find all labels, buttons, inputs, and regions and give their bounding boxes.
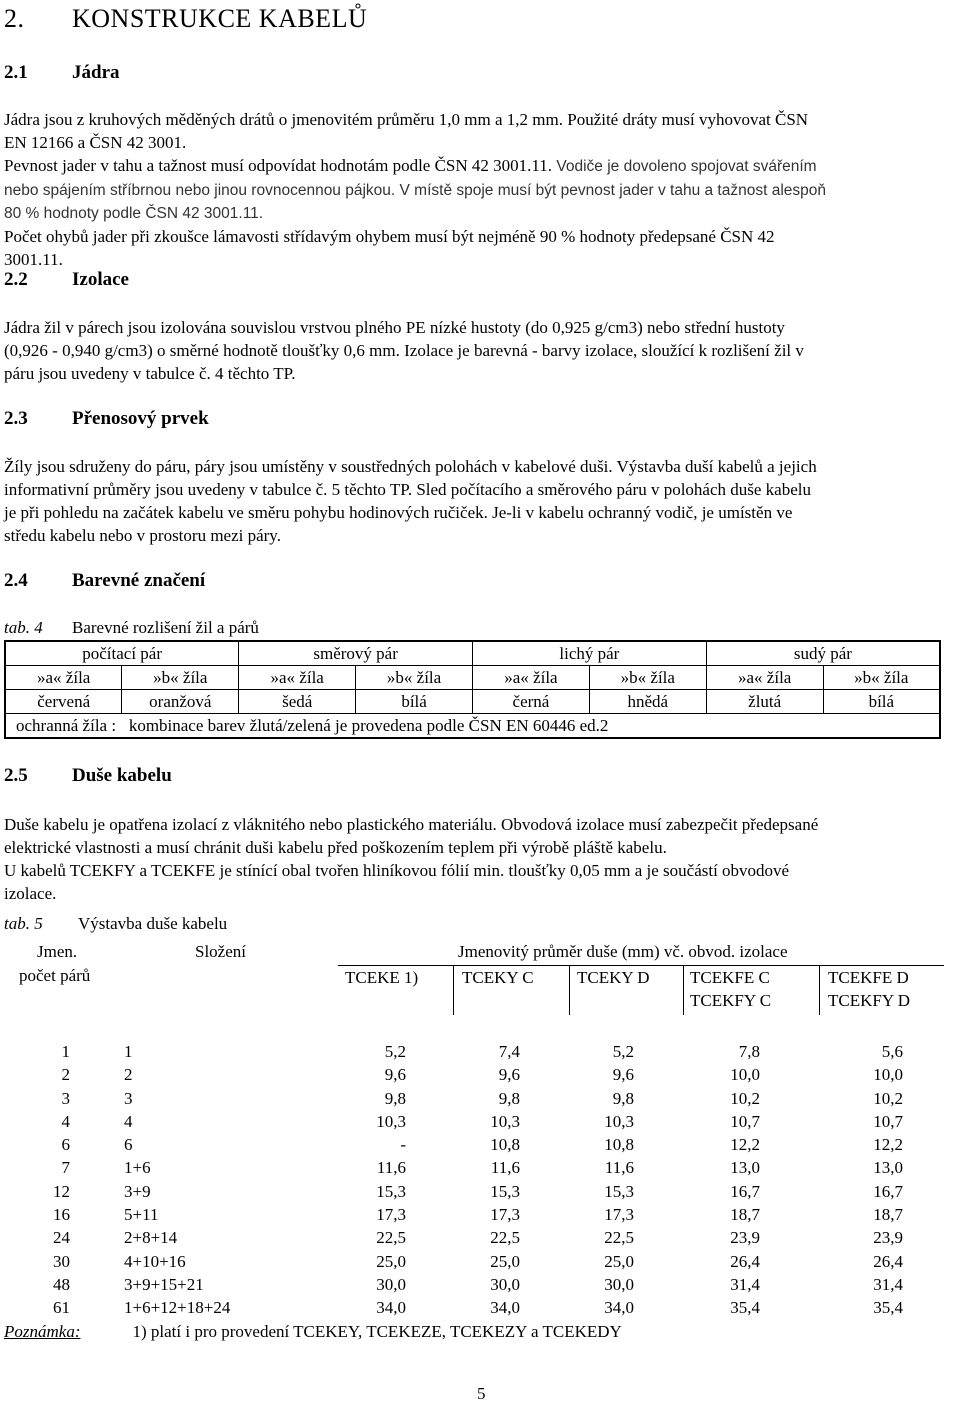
color-cell: šedá	[239, 690, 356, 714]
table-cell: 10,3	[604, 1111, 634, 1131]
footnote-label: Poznámka:	[4, 1322, 81, 1341]
section-number: 2.2	[4, 269, 28, 290]
text-fragment: nebo spájením stříbrnou nebo jinou rovnocennou pájkou.	[4, 182, 396, 199]
group-header: směrový pár	[239, 641, 473, 666]
table-cell: 10,2	[730, 1088, 760, 1108]
section-2-5-text	[4, 813, 944, 905]
table-cell: 1	[124, 1042, 133, 1061]
table-label: tab. 5	[4, 914, 43, 933]
column-tceke	[340, 1040, 406, 1320]
table-4-color-coding	[4, 640, 941, 739]
table-cell: 3+9	[124, 1181, 151, 1201]
page-number: 5	[477, 1384, 486, 1403]
table-cell: 10,8	[490, 1135, 520, 1155]
table-cell: 10,8	[604, 1135, 634, 1155]
text-fragment: V místě spoje musí být pevnost jader v tahu a tažnost alespoň	[395, 182, 827, 199]
section-title: Izolace	[72, 269, 129, 290]
table-cell: 35,4	[873, 1298, 903, 1318]
section-number: 2.4	[4, 570, 28, 591]
table-cell: 15,3	[376, 1181, 406, 1201]
table-cell: 25,0	[376, 1251, 406, 1271]
column-tceky-c	[460, 1040, 520, 1320]
section-number: 2.5	[4, 765, 28, 786]
wire-header: »b« žíla	[589, 666, 706, 690]
color-cell: žlutá	[706, 690, 823, 714]
table-cell: 1+6+12+18+24	[124, 1298, 231, 1318]
table-row	[5, 714, 940, 739]
text-line: izolace.	[4, 884, 57, 903]
wire-header: »b« žíla	[823, 666, 940, 690]
table-cell: 12,2	[873, 1135, 903, 1155]
section-heading-2-3	[4, 408, 209, 430]
table-cell: 12,2	[730, 1135, 760, 1155]
header-rule	[338, 965, 944, 966]
table-cell: 26,4	[730, 1251, 760, 1271]
table-cell: 22,5	[376, 1228, 406, 1248]
table-cell: 34,0	[604, 1298, 634, 1318]
table-cell: 16,7	[730, 1181, 760, 1201]
wire-header: »b« žíla	[356, 666, 473, 690]
color-cell: bílá	[356, 690, 473, 714]
color-cell: hnědá	[589, 690, 706, 714]
table-cell: 10,7	[730, 1111, 760, 1131]
table-cell: 1	[61, 1042, 70, 1061]
table-cell: 7,4	[498, 1042, 520, 1061]
table-cell: 13,0	[730, 1158, 760, 1178]
section-2-3-text	[4, 455, 944, 547]
header-tcekfy-d: TCEKFY D	[828, 991, 911, 1010]
table-cell: 24	[53, 1228, 70, 1248]
table-cell: 10,0	[873, 1065, 903, 1085]
wire-header: »a« žíla	[5, 666, 122, 690]
text-fragment: Vodiče je dovoleno spojovat svářením	[552, 158, 817, 175]
color-cell: černá	[473, 690, 590, 714]
text-line: Žíly jsou sdruženy do páru, páry jsou umístěny v soustředných polohách v kabelové duši. Výstavba duší kabelů a jejich	[4, 457, 817, 476]
group-header: lichý pár	[473, 641, 707, 666]
wire-header: »a« žíla	[706, 666, 823, 690]
table-cell: 34,0	[490, 1298, 520, 1318]
note-text: kombinace barev žlutá/zelená je provedena podle ČSN EN 60446 ed.2	[128, 715, 609, 735]
table-cell: 34,0	[376, 1298, 406, 1318]
text-line: středu kabelu nebo v prostoru mezi páry.	[4, 526, 281, 545]
table-cell: 31,4	[873, 1274, 903, 1294]
table-cell: 31,4	[730, 1274, 760, 1294]
table-cell: 5,6	[881, 1042, 903, 1061]
table-cell: 9,6	[612, 1065, 634, 1085]
column-tcekfe-d	[840, 1040, 903, 1320]
header-tcekfe-c: TCEKFE C	[690, 968, 770, 987]
section-title: Přenosový prvek	[72, 408, 209, 429]
chapter-heading	[4, 4, 367, 34]
color-cell: bílá	[823, 690, 940, 714]
table-cell: 11,6	[604, 1158, 634, 1178]
table-cell: 5+11	[124, 1205, 159, 1225]
table-cell: 4+10+16	[124, 1251, 186, 1271]
header-divider	[453, 965, 454, 1015]
table-cell: 48	[53, 1274, 70, 1294]
table-cell: 6	[124, 1135, 133, 1155]
group-header: sudý pár	[706, 641, 940, 666]
table-cell: 30	[53, 1251, 70, 1271]
text-line: Duše kabelu je opatřena izolací z vláknitého nebo plastického materiálu. Obvodová izolace musí zabezpečit předepsané	[4, 815, 819, 834]
table-cell: 18,7	[730, 1205, 760, 1225]
section-title: Duše kabelu	[72, 765, 172, 786]
header-jmen: Jmen.	[37, 942, 78, 961]
table-cell: 16,7	[873, 1181, 903, 1201]
table-cell: 9,6	[384, 1065, 406, 1085]
table-cell: 9,8	[498, 1088, 520, 1108]
section-heading-2-2	[4, 269, 129, 291]
table-cell: 10,3	[376, 1111, 406, 1131]
text-line: Jádra jsou z kruhových měděných drátů o jmenovitém průměru 1,0 mm a 1,2 mm. Použité dráty musí vyhovovat ČSN	[4, 110, 809, 129]
header-tceke: TCEKE 1)	[345, 968, 419, 987]
table-row	[5, 666, 940, 690]
table-cell: 18,7	[873, 1205, 903, 1225]
wire-header: »a« žíla	[473, 666, 590, 690]
color-cell: červená	[5, 690, 122, 714]
table-cell: -	[400, 1135, 406, 1155]
table-cell: 16	[53, 1205, 70, 1225]
text-line: (0,926 - 0,940 g/cm3) o směrné hodnotě tloušťky 0,6 mm. Izolace je barevná - barvy izolace, sloužící k rozlišení žil v	[4, 341, 804, 360]
table-cell: 22,5	[604, 1228, 634, 1248]
section-heading-2-1	[4, 62, 120, 84]
table-cell: 11,6	[490, 1158, 520, 1178]
table-5-caption	[4, 914, 227, 934]
table-cell: 10,2	[873, 1088, 903, 1108]
text-line: je při pohledu na začátek kabelu ve směru pohybu hodinových ručiček. Je-li v kabelu ochranný vodič, je umístěn ve	[4, 503, 793, 522]
text-line: U kabelů TCEKFY a TCEKFE je stínící obal tvořen hliníkovou fólií min. tloušťky 0,05 mm a je součástí obvodové	[4, 861, 790, 880]
table-cell: 30,0	[604, 1274, 634, 1294]
table-cell: 2+8+14	[124, 1228, 178, 1248]
table-cell: 4	[124, 1111, 133, 1131]
table-cell: 15,3	[490, 1181, 520, 1201]
table-row	[5, 641, 940, 666]
table-cell: 35,4	[730, 1298, 760, 1318]
wire-header: »b« žíla	[122, 666, 239, 690]
text-fragment: Pevnost jader v tahu a tažnost musí odpovídat hodnotám podle ČSN 42 3001.11.	[4, 156, 553, 175]
header-pocet-paru: počet párů	[19, 966, 91, 985]
color-cell: oranžová	[122, 690, 239, 714]
section-heading-2-4	[4, 570, 205, 592]
chapter-number: 2.	[4, 4, 25, 33]
header-group-diameter: Jmenovitý průměr duše (mm) vč. obvod. izolace	[458, 942, 788, 961]
header-divider	[569, 965, 570, 1015]
group-header: počítací pár	[5, 641, 239, 666]
section-number: 2.1	[4, 62, 28, 83]
section-number: 2.3	[4, 408, 28, 429]
table-cell: 9,8	[384, 1088, 406, 1108]
table-cell: 23,9	[873, 1228, 903, 1248]
table-title: Výstavba duše kabelu	[78, 914, 228, 933]
note-cell	[5, 714, 940, 739]
table-cell: 6	[61, 1135, 70, 1155]
text-line: informativní průměry jsou uvedeny v tabulce č. 5 těchto TP. Sled počítacího a směrového páru v polohách duše kabelu	[4, 480, 811, 499]
table-cell: 10,7	[873, 1111, 903, 1131]
text-line	[4, 154, 944, 178]
text-line: páru jsou uvedeny v tabulce č. 4 těchto TP.	[4, 364, 296, 383]
table-cell: 17,3	[490, 1205, 520, 1225]
header-slozeni: Složení	[195, 942, 246, 961]
table-cell: 12	[53, 1181, 70, 1201]
column-composition	[124, 1040, 304, 1320]
header-tcekfe-d: TCEKFE D	[828, 968, 909, 987]
text-line: Jádra žil v párech jsou izolována souvislou vrstvou plného PE nízké hustoty (do 0,925 g/cm3) nebo střední hustoty	[4, 318, 785, 337]
table-cell: 9,6	[498, 1065, 520, 1085]
header-tcekfy-c: TCEKFY C	[690, 991, 772, 1010]
section-2-2-text	[4, 316, 944, 385]
section-2-1-text	[4, 108, 944, 271]
table-cell: 17,3	[376, 1205, 406, 1225]
table-cell: 2	[61, 1065, 70, 1085]
wire-header: »a« žíla	[239, 666, 356, 690]
table-cell: 7,8	[738, 1042, 760, 1061]
footnote-text: 1) platí i pro provedení TCEKEY, TCEKEZE, TCEKEZY a TCEKEDY	[132, 1322, 622, 1341]
table-cell: 61	[53, 1298, 70, 1318]
section-title: Jádra	[72, 62, 120, 83]
table-cell: 25,0	[604, 1251, 634, 1271]
table-cell: 7	[61, 1158, 70, 1178]
table-cell: 25,0	[490, 1251, 520, 1271]
table-cell: 17,3	[604, 1205, 634, 1225]
table-cell: 3+9+15+21	[124, 1274, 204, 1294]
text-line: EN 12166 a ČSN 42 3001.	[4, 133, 187, 152]
table-cell: 3	[61, 1088, 70, 1108]
table-cell: 22,5	[490, 1228, 520, 1248]
text-line: Počet ohybů jader při zkoušce lámavosti střídavým ohybem musí být nejméně 90 % hodnoty předepsané ČSN 42	[4, 227, 775, 246]
section-heading-2-5	[4, 765, 172, 787]
table-cell: 10,3	[490, 1111, 520, 1131]
text-line: 3001.11.	[4, 250, 63, 269]
column-pairs	[20, 1040, 70, 1320]
table-cell: 2	[124, 1065, 133, 1085]
table-cell: 9,8	[612, 1088, 634, 1108]
note-label: ochranná žíla :	[16, 715, 117, 735]
table-cell: 30,0	[376, 1274, 406, 1294]
text-line	[4, 178, 944, 202]
table-cell: 11,6	[376, 1158, 406, 1178]
table-cell: 23,9	[730, 1228, 760, 1248]
table-title: Barevné rozlišení žil a párů	[72, 618, 259, 637]
header-divider	[683, 965, 684, 1015]
header-divider	[819, 965, 820, 1015]
table-cell: 3	[124, 1088, 133, 1108]
column-tceky-d	[574, 1040, 634, 1320]
table-cell: 10,0	[730, 1065, 760, 1085]
header-tceky-d: TCEKY D	[577, 968, 650, 987]
table-cell: 1+6	[124, 1158, 151, 1178]
chapter-title: KONSTRUKCE KABELŮ	[72, 4, 368, 33]
table-cell: 4	[61, 1111, 70, 1131]
table-cell: 30,0	[490, 1274, 520, 1294]
column-tcekfe-c	[700, 1040, 760, 1320]
text-line: elektrické vlastnosti a musí chránit duši kabelu před poškozením teplem při výrobě pláště kabelu.	[4, 838, 667, 857]
table-4-caption	[4, 618, 259, 638]
footnote	[4, 1322, 622, 1342]
header-tceky-c: TCEKY C	[462, 968, 534, 987]
text-line: 80 % hodnoty podle ČSN 42 3001.11.	[4, 205, 264, 222]
table-cell: 15,3	[604, 1181, 634, 1201]
table-cell: 5,2	[612, 1042, 634, 1061]
table-label: tab. 4	[4, 618, 43, 637]
table-cell: 5,2	[384, 1042, 406, 1061]
table-cell: 13,0	[873, 1158, 903, 1178]
table-row	[5, 690, 940, 714]
section-title: Barevné značení	[72, 570, 206, 591]
table-cell: 26,4	[873, 1251, 903, 1271]
